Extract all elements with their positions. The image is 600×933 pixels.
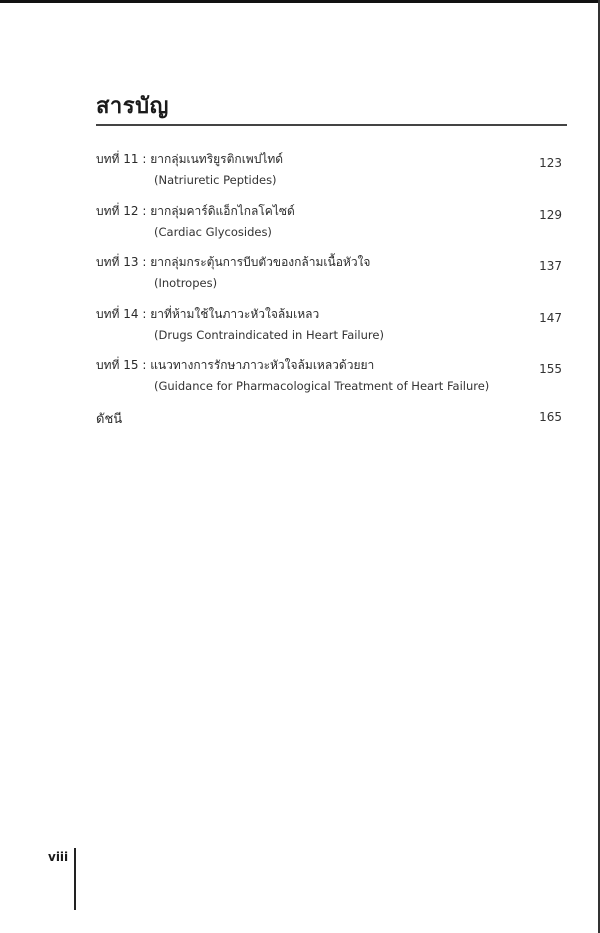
toc-entry-subtitle: (Cardiac Glycosides): [154, 224, 272, 239]
toc-entry-chapter-13[interactable]: [96, 253, 562, 305]
toc-entry-title: บทที่ 14 : ยาที่ห้ามใช้ในภาวะหัวใจล้มเหลว: [96, 306, 320, 321]
toc-entry-title: บทที่ 13 : ยากลุ่มกระตุ้นการบีบตัวของกล้ามเนื้อหัวใจ: [96, 255, 371, 269]
toc-entry-page: 147: [539, 310, 562, 325]
toc-entry-chapter-14[interactable]: [96, 305, 562, 357]
toc-entry-title: บทที่ 12 : ยากลุ่มคาร์ดิแอ็กไกลโคไซด์: [96, 203, 295, 218]
toc-entry-subtitle: (Natriuretic Peptides): [154, 173, 277, 187]
page-number: viii: [48, 850, 69, 864]
toc-entry-page: 165: [539, 409, 562, 424]
toc-entry-subtitle: (Guidance for Pharmacological Treatment of Heart Failure): [154, 379, 490, 393]
page-title: สารบัญ: [96, 94, 169, 119]
toc-entry-page: 137: [539, 259, 562, 273]
toc-entry-page: 155: [539, 362, 562, 376]
toc-entry-page: 129: [539, 207, 562, 222]
toc-entry-chapter-11[interactable]: [96, 150, 562, 202]
toc-entry-chapter-12[interactable]: [96, 202, 562, 254]
footer-vertical-rule: [74, 848, 76, 910]
table-of-contents: [96, 150, 562, 459]
toc-entry-subtitle: (Inotropes): [154, 276, 218, 290]
toc-entry-subtitle: (Drugs Contraindicated in Heart Failure): [154, 327, 384, 342]
toc-entry-chapter-15[interactable]: [96, 356, 562, 408]
toc-entry-title: บทที่ 11 : ยากลุ่มเนทริยูรติกเพปไทด์: [96, 152, 284, 166]
toc-entry-page: 123: [539, 156, 562, 170]
toc-entry-index[interactable]: [96, 408, 562, 460]
title-underline: [96, 124, 567, 126]
toc-entry-title: ดัชนี: [96, 411, 123, 427]
page-top-border: [0, 0, 600, 3]
toc-entry-title: บทที่ 15 : แนวทางการรักษาภาวะหัวใจล้มเหลวด้วยยา: [96, 358, 375, 372]
